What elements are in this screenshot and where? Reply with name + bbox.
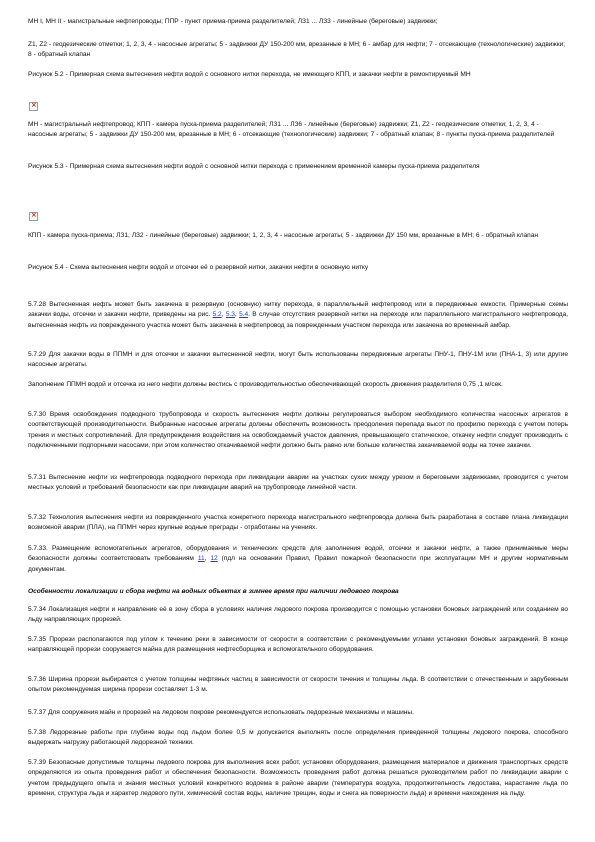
link-figure-5-3[interactable]: 5.3 [225,311,235,319]
paragraph-5-7-28: 5.7.28 Вытесненная нефть может быть закачена в резервную (основную) нитку перехода, в параллельный нефтепровод или в передвижные емкости. Примерные схемы закачки воды, отсечки и закачки нефти, приведены на рис. 5.2, 5.3, 5.4. В случае отсутствия резервной нитки на переходе или параллельного магистрального нефтепровода, вытесненная нефть из поврежденного участка может быть закачена в нефтепровод за поврежденным участком перехода или закачена во временный амбар. [28,301,568,329]
paragraph-5-7-32: 5.7.32 Технология вытеснения нефти из поврежденного участка конкретного перехода магистрального нефтепровода должна быть разработана в составе плана ликвидации возможной аварии (ПЛА), на ППМН через крупные водные преграды - отработаны на учениях. [28,514,568,532]
paragraph-text: 5.7.33. Размещение вспомогательных агрегатов, оборудования и технических средств для заполнения водой, отсечки и закачки нефти, а также принимаемые меры безопасности должны соответствовать требованиям [28,545,568,563]
broken-image-icon: × [31,211,37,219]
paragraph-5-7-29-cont: Заполнение ППМН водой и отсечка из него нефти должны вестись с производительностью обеспечивающей скорость движения разделителя 0,75 ,1 м/сек. [28,381,503,388]
paragraph-5-7-38: 5.7.38 Ледорезные работы при глубине воды под льдом более 0,5 м допускается выполнять после определения приведенной толщины ледового покрова, способного выдержать нагрузку работающей ледорезной техники. [28,729,568,747]
link-figure-5-4[interactable]: 5.4 [239,311,249,319]
broken-image-icon: × [31,101,37,109]
link-figure-5-2[interactable]: 5.2 [212,311,222,319]
paragraph-5-7-31: 5.7.31 Вытеснение нефти из нефтепровода подводного перехода при ликвидации аварии на участках сухих между урезом и береговыми задвижками, проводится с учетом местных условий и требований безопасности как при ликвидации аварий на трубопроводе линейной части. [28,474,568,492]
paragraph-5-7-33: 5.7.33. Размещение вспомогательных агрегатов, оборудования и технических средств для заполнения водой, отсечки и закачки нефти, а также принимаемые меры безопасности должны соответствовать требованиям 11, 12 (пдл на основании Правил, Правил пожарной безопасности при эксплуатации МН и другим нормативным документам. [28,545,568,573]
legend-text-4: КПП - камера пуска-приема; ЛЗ1, ЛЗ2 - линейные (береговые) задвижки; 1, 2, 3, 4 - насосные агрегаты; 5 - задвижки ДУ 150 мм, врезанные в МН; 6 - обратный клапан [28,232,538,239]
paragraph-5-7-29: 5.7.29 Для закачки воды в ППМН и для отсечки и закачки вытесненной нефти, могут быть использованы передвижные агрегаты ПНУ-1, ПНУ-1М или (ПНА-1, 3) или другие насосные агрегаты. [28,351,568,369]
legend-text-1: МН I, МН II - магистральные нефтепроводы; ППР - пункт приема-приема разделителей; ЛЗ1 ... ЛЗ3 - линейные (береговые) задвижки; [28,18,438,25]
paragraph-5-7-39: 5.7.39 Безопасные допустимые толщины ледового покрова для выполнения всех работ, установки оборудования, размещения материалов и движения транспортных средств определяются из опыта проведения работ и обеспечения безопасности. Возможность проведения работ должна решаться руководителем работ по ликвидации аварии с учетом предыдущего опыта и знания местных условий конкретного водоема в районе аварии (температура воздуха, продолжительность ледостава, нарастание льда по времени, структура льда и характер ледового пути, химический состав воды, наличие трещин, воды и снега на поверхности льда) и времени нахождения на льду. [28,759,568,798]
paragraph-text: 5.7.28 Вытесненная нефть может быть закачена в резервную (основную) нитку перехода, в параллельный нефтепровод или в передвижные емкости. Примерные схемы закачки воды, отсечки и закачки нефти, приведены на рис. [28,301,568,319]
paragraph-5-7-36: 5.7.36 Ширина прорези выбирается с учетом толщины нефтяных частиц в зависимости от скорости течения и толщины льда. В соответствии с отечественным и зарубежным опытом рекомендуемая ширина прорези составляет 1-3 м. [28,676,568,694]
paragraph-5-7-30: 5.7.30 Время освобождения подводного трубопровода и скорость вытеснения нефти должны регулироваться выбором необходимого количества насосных агрегатов в соответствующей производительности. Выбранные насосные агрегаты должны обеспечить возможность преодоления перепада высот по профилю перехода с учетом потерь трения и местных сопротивлений. Для предупреждения воздействия на освобождаемый участок давления, превышающего статическое, откачку нефти следует производить с подключенными подпорными насосами, при этом количество откачиваемой нефти должно быть равно или больше количества закачиваемой воды на точке закачки. [28,411,568,450]
figure-caption-5-3: Рисунок 5.3 - Примерная схема вытеснения нефти водой с основной нитки перехода с применением временной камеры пуска-приема разделителя [28,163,480,170]
figure-caption-5-2: Рисунок 5.2 - Примерная схема вытеснения нефти водой с основного нитки перехода, не имеющего КПП, и закачки нефти в ремонтируемый МН [28,71,471,78]
paragraph-text: (пдл на основании Правил, Правил пожарной безопасности при эксплуатации МН и другим нормативным документам. [28,555,568,573]
paragraph-text: . В случае отсутствия резервной нитки на переходе или параллельного магистрального нефтепровода, вытесненная нефть из поврежденного участка может быть закачена в нефтепровод за поврежденным участком перехода или закачена во временный амбар. [28,311,568,329]
paragraph-5-7-34: 5.7.34 Локализация нефти и направление её в зону сбора в условиях наличия ледового покрова производится с помощью установки боновых заграждений или созданием во льду направляющих прорезей. [28,606,568,624]
legend-text-2: Z1, Z2 - геодезические отметки; 1, 2, 3, 4 - насосные агрегаты; 5 - задвижки ДУ 150-200 мм, врезанные в МН; 6 - амбар для нефти; 7 - отсекающие (технологические) задвижки; 8 - обратный клапан [28,41,566,59]
section-subheading: Особенности локализации и сбора нефти на водных объектах в зимнее время при наличии ледового покрова [28,588,399,595]
paragraph-5-7-35: 5.7.35 Прорези располагаются под углом к течению реки в зависимости от скорости в соответствии с рекомендуемыми углами установки боновых заграждений. В конце направляющей прорези сооружается майна для размещения нефтесборщика и вспомогательного оборудования. [28,636,568,654]
link-ref-11[interactable]: 11 [197,555,205,563]
figure-caption-5-4: Рисунок 5.4 - Схема вытеснения нефти водой и отсечки её о резервной нитки, закачки нефти в основную нитку [28,264,369,271]
link-ref-12[interactable]: 12 [210,555,218,563]
paragraph-5-7-37: 5.7.37 Для сооружения майн и прорезей на ледовом покрове рекомендуется использовать ледорезные механизмы и машины. [28,709,414,716]
legend-text-3: МН - магистральный нефтепровод; КПП - камера пуска-приема разделителей; ЛЗ1 ... ЛЗ6 - линейные (береговые) задвижки; Z1, Z2 - геодезические отметки; 1, 2, 3, 4 - насосные агрегаты; 5 - задвижки ДУ 150-200 мм, врезанные в МН; 6 - отсекающие (технологические) задвижки; 7 - обратный клапан; 8 - пункты пуска-приема разделителей [28,121,555,139]
